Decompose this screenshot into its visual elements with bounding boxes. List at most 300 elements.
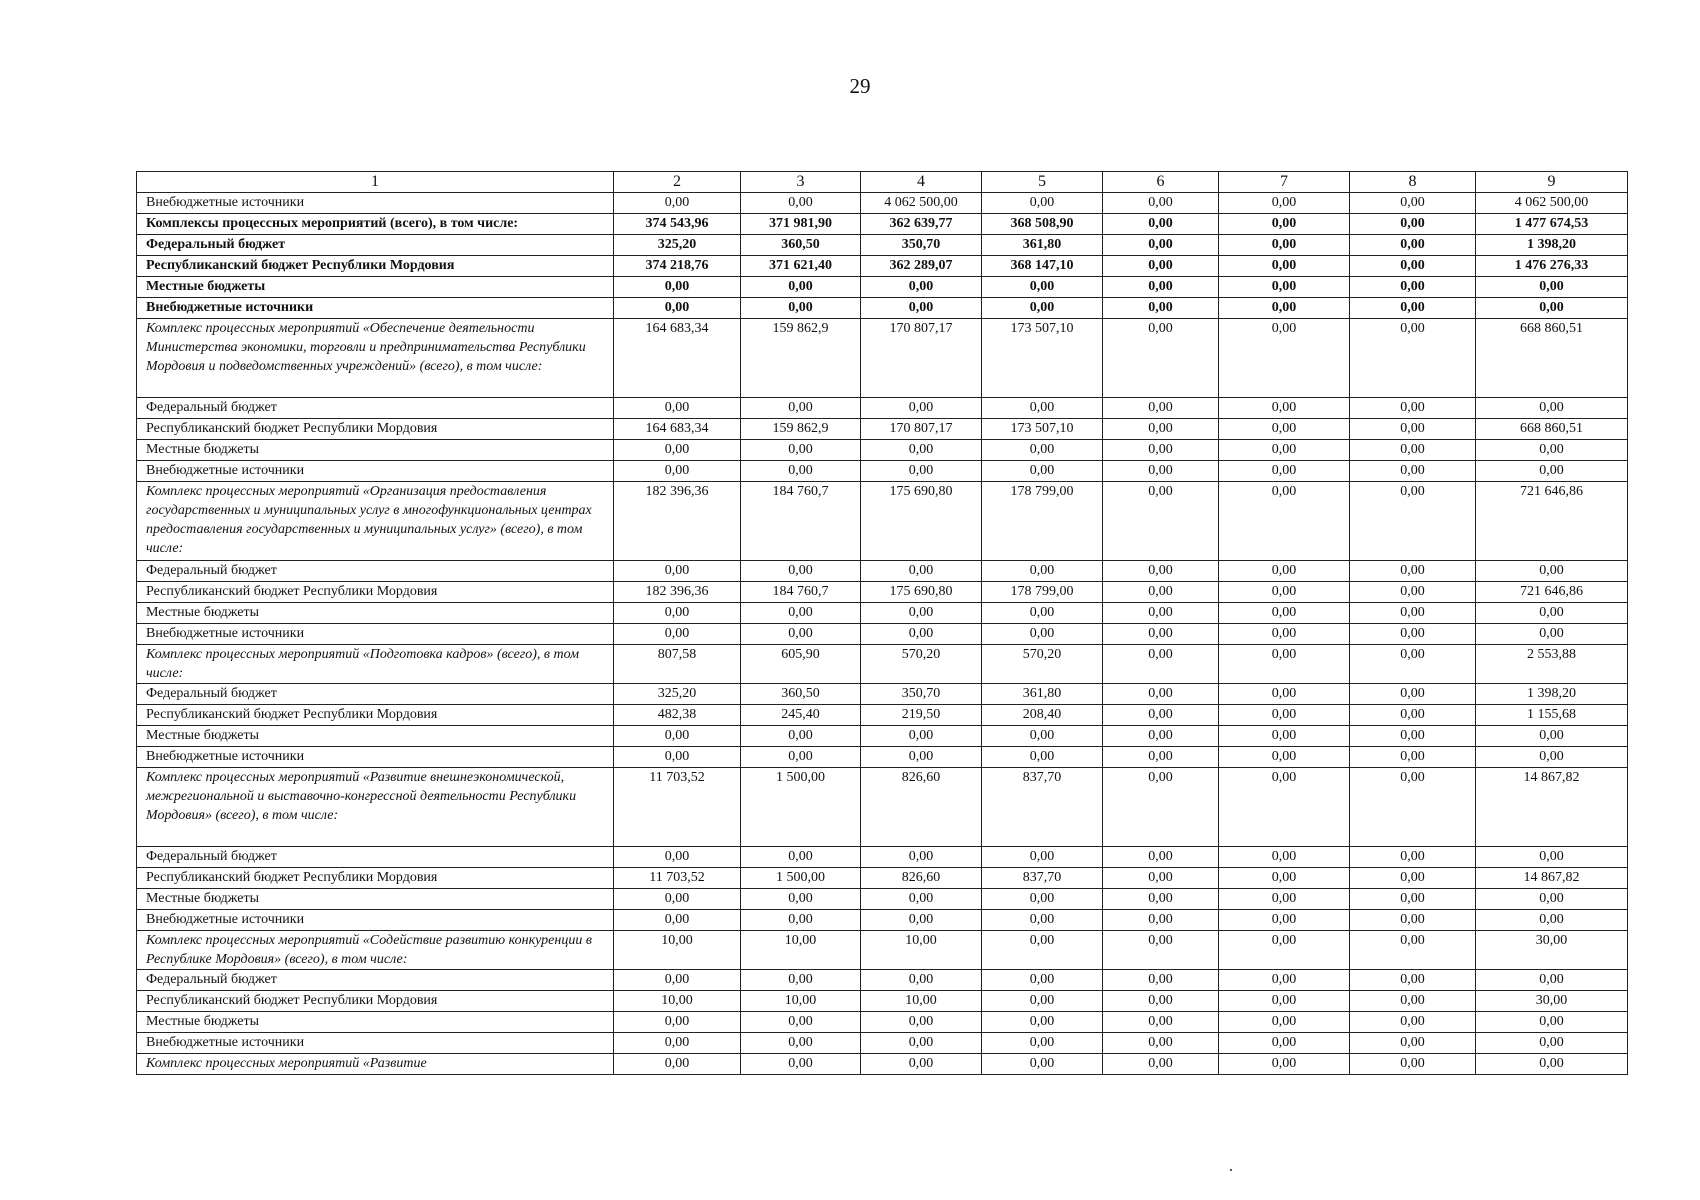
value-cell: 1 476 276,33 (1476, 256, 1628, 277)
row-label: Внебюджетные источники (137, 747, 614, 768)
row-label: Внебюджетные источники (137, 461, 614, 482)
table-row (137, 235, 1628, 256)
value-cell: 10,00 (614, 991, 741, 1012)
value-cell: 0,00 (741, 461, 861, 482)
value-cell: 0,00 (1103, 561, 1219, 582)
value-cell: 0,00 (614, 970, 741, 991)
value-cell: 368 508,90 (982, 214, 1103, 235)
value-cell: 0,00 (614, 624, 741, 645)
value-cell: 0,00 (982, 1054, 1103, 1075)
row-label: Республиканский бюджет Республики Мордовия (137, 991, 614, 1012)
table-row (137, 889, 1628, 910)
value-cell: 0,00 (1219, 910, 1350, 931)
value-cell: 0,00 (1350, 889, 1476, 910)
value-cell: 826,60 (861, 768, 982, 847)
value-cell: 0,00 (1103, 603, 1219, 624)
value-cell: 0,00 (1350, 419, 1476, 440)
table-row (137, 684, 1628, 705)
value-cell: 0,00 (1219, 991, 1350, 1012)
value-cell: 0,00 (1350, 193, 1476, 214)
value-cell: 0,00 (1219, 624, 1350, 645)
value-cell: 0,00 (861, 847, 982, 868)
table-row (137, 705, 1628, 726)
value-cell: 0,00 (1476, 398, 1628, 419)
value-cell: 374 218,76 (614, 256, 741, 277)
value-cell: 361,80 (982, 235, 1103, 256)
table-row (137, 910, 1628, 931)
value-cell: 0,00 (1350, 970, 1476, 991)
value-cell: 219,50 (861, 705, 982, 726)
value-cell: 30,00 (1476, 931, 1628, 970)
value-cell: 0,00 (861, 624, 982, 645)
value-cell: 0,00 (861, 1054, 982, 1075)
value-cell: 0,00 (982, 931, 1103, 970)
value-cell: 0,00 (1219, 847, 1350, 868)
value-cell: 0,00 (1219, 482, 1350, 561)
column-header: 2 (614, 172, 741, 193)
row-label: Республиканский бюджет Республики Мордовия (137, 582, 614, 603)
value-cell: 0,00 (1476, 726, 1628, 747)
value-cell: 0,00 (741, 624, 861, 645)
value-cell: 0,00 (741, 561, 861, 582)
value-cell: 0,00 (1219, 298, 1350, 319)
value-cell: 0,00 (1219, 440, 1350, 461)
value-cell: 0,00 (982, 970, 1103, 991)
column-header: 1 (137, 172, 614, 193)
value-cell: 570,20 (861, 645, 982, 684)
row-label: Комплекс процессных мероприятий «Подготовка кадров» (всего), в том числе: (137, 645, 614, 684)
value-cell: 0,00 (1103, 235, 1219, 256)
value-cell: 173 507,10 (982, 319, 1103, 398)
value-cell: 0,00 (982, 603, 1103, 624)
table-row (137, 1012, 1628, 1033)
value-cell: 0,00 (861, 889, 982, 910)
table-row (137, 624, 1628, 645)
value-cell: 0,00 (1476, 1033, 1628, 1054)
value-cell: 0,00 (1350, 1012, 1476, 1033)
value-cell: 0,00 (982, 398, 1103, 419)
value-cell: 0,00 (741, 970, 861, 991)
table-row (137, 868, 1628, 889)
column-header: 8 (1350, 172, 1476, 193)
row-label: Местные бюджеты (137, 1012, 614, 1033)
value-cell: 0,00 (614, 561, 741, 582)
value-cell: 170 807,17 (861, 319, 982, 398)
value-cell: 0,00 (1476, 889, 1628, 910)
value-cell: 175 690,80 (861, 482, 982, 561)
value-cell: 0,00 (741, 603, 861, 624)
value-cell: 0,00 (1219, 319, 1350, 398)
row-label: Внебюджетные источники (137, 910, 614, 931)
value-cell: 0,00 (1350, 482, 1476, 561)
value-cell: 0,00 (1219, 970, 1350, 991)
table-row (137, 603, 1628, 624)
table-body (137, 172, 1628, 1075)
value-cell: 0,00 (614, 1012, 741, 1033)
value-cell: 0,00 (741, 193, 861, 214)
value-cell: 0,00 (741, 889, 861, 910)
table-row (137, 398, 1628, 419)
value-cell: 11 703,52 (614, 868, 741, 889)
value-cell: 0,00 (1103, 768, 1219, 847)
column-header: 5 (982, 172, 1103, 193)
row-label: Внебюджетные источники (137, 193, 614, 214)
row-label: Республиканский бюджет Республики Мордовия (137, 256, 614, 277)
value-cell: 0,00 (1350, 645, 1476, 684)
value-cell: 362 289,07 (861, 256, 982, 277)
group-row (137, 1054, 1628, 1075)
value-cell: 0,00 (1350, 624, 1476, 645)
table-row (137, 991, 1628, 1012)
table-row (137, 193, 1628, 214)
value-cell: 0,00 (1219, 868, 1350, 889)
row-label: Комплекс процессных мероприятий «Развитие (137, 1054, 614, 1075)
value-cell: 0,00 (982, 726, 1103, 747)
value-cell: 0,00 (861, 298, 982, 319)
value-cell: 826,60 (861, 868, 982, 889)
value-cell: 0,00 (1103, 482, 1219, 561)
column-header: 9 (1476, 172, 1628, 193)
value-cell: 10,00 (614, 931, 741, 970)
value-cell: 0,00 (1350, 705, 1476, 726)
value-cell: 0,00 (1476, 1012, 1628, 1033)
value-cell: 0,00 (1103, 419, 1219, 440)
table-row (137, 256, 1628, 277)
row-label: Федеральный бюджет (137, 561, 614, 582)
value-cell: 482,38 (614, 705, 741, 726)
value-cell: 0,00 (741, 726, 861, 747)
value-cell: 0,00 (982, 277, 1103, 298)
value-cell: 0,00 (1476, 603, 1628, 624)
value-cell: 184 760,7 (741, 482, 861, 561)
value-cell: 0,00 (1103, 1054, 1219, 1075)
value-cell: 0,00 (1103, 398, 1219, 419)
value-cell: 350,70 (861, 235, 982, 256)
table-row (137, 582, 1628, 603)
value-cell: 14 867,82 (1476, 868, 1628, 889)
table-row (137, 419, 1628, 440)
value-cell: 0,00 (1103, 684, 1219, 705)
row-label: Местные бюджеты (137, 603, 614, 624)
value-cell: 0,00 (1350, 910, 1476, 931)
value-cell: 178 799,00 (982, 482, 1103, 561)
value-cell: 0,00 (1219, 747, 1350, 768)
column-header: 6 (1103, 172, 1219, 193)
column-header: 7 (1219, 172, 1350, 193)
value-cell: 0,00 (1103, 440, 1219, 461)
value-cell: 0,00 (614, 747, 741, 768)
value-cell: 0,00 (1103, 726, 1219, 747)
row-label: Местные бюджеты (137, 440, 614, 461)
value-cell: 0,00 (1476, 440, 1628, 461)
value-cell: 350,70 (861, 684, 982, 705)
value-cell: 0,00 (614, 277, 741, 298)
value-cell: 0,00 (614, 461, 741, 482)
value-cell: 360,50 (741, 235, 861, 256)
row-label: Федеральный бюджет (137, 970, 614, 991)
row-label: Федеральный бюджет (137, 847, 614, 868)
value-cell: 0,00 (1103, 868, 1219, 889)
value-cell: 0,00 (861, 561, 982, 582)
value-cell: 0,00 (1103, 705, 1219, 726)
value-cell: 0,00 (1476, 561, 1628, 582)
value-cell: 0,00 (614, 193, 741, 214)
value-cell: 0,00 (1350, 684, 1476, 705)
table-row (137, 440, 1628, 461)
table-row (137, 726, 1628, 747)
value-cell: 0,00 (861, 1012, 982, 1033)
table-row (137, 970, 1628, 991)
row-label: Комплекс процессных мероприятий «Содействие развитию конкуренции в Республике Мордовия» (всего), в том числе: (137, 931, 614, 970)
row-label: Комплекс процессных мероприятий «Развитие внешнеэкономической, межрегиональной и выставочно-конгрессной деятельности Республики Мордовия» (всего), в том числе: (137, 768, 614, 847)
value-cell: 10,00 (861, 991, 982, 1012)
row-label: Внебюджетные источники (137, 1033, 614, 1054)
value-cell: 0,00 (1350, 726, 1476, 747)
value-cell: 0,00 (1103, 970, 1219, 991)
value-cell: 0,00 (1350, 298, 1476, 319)
row-label: Местные бюджеты (137, 277, 614, 298)
value-cell: 0,00 (1476, 624, 1628, 645)
group-row (137, 319, 1628, 398)
value-cell: 0,00 (741, 1054, 861, 1075)
value-cell: 325,20 (614, 235, 741, 256)
row-label: Местные бюджеты (137, 889, 614, 910)
value-cell: 184 760,7 (741, 582, 861, 603)
value-cell: 182 396,36 (614, 482, 741, 561)
row-label: Местные бюджеты (137, 726, 614, 747)
group-row (137, 645, 1628, 684)
value-cell: 371 621,40 (741, 256, 861, 277)
value-cell: 10,00 (861, 931, 982, 970)
value-cell: 30,00 (1476, 991, 1628, 1012)
group-row (137, 768, 1628, 847)
value-cell: 807,58 (614, 645, 741, 684)
value-cell: 1 398,20 (1476, 684, 1628, 705)
value-cell: 10,00 (741, 931, 861, 970)
value-cell: 325,20 (614, 684, 741, 705)
value-cell: 0,00 (982, 461, 1103, 482)
value-cell: 0,00 (982, 910, 1103, 931)
value-cell: 0,00 (1219, 235, 1350, 256)
value-cell: 0,00 (1219, 889, 1350, 910)
value-cell: 0,00 (1103, 991, 1219, 1012)
value-cell: 0,00 (1219, 726, 1350, 747)
value-cell: 0,00 (741, 277, 861, 298)
page-number: 29 (849, 74, 871, 98)
value-cell: 0,00 (1350, 603, 1476, 624)
value-cell: 0,00 (982, 889, 1103, 910)
value-cell: 0,00 (861, 277, 982, 298)
row-label: Внебюджетные источники (137, 624, 614, 645)
value-cell: 0,00 (1103, 1033, 1219, 1054)
value-cell: 0,00 (1103, 645, 1219, 684)
value-cell: 371 981,90 (741, 214, 861, 235)
value-cell: 170 807,17 (861, 419, 982, 440)
value-cell: 0,00 (614, 603, 741, 624)
value-cell: 4 062 500,00 (861, 193, 982, 214)
value-cell: 178 799,00 (982, 582, 1103, 603)
value-cell: 0,00 (982, 991, 1103, 1012)
value-cell: 0,00 (614, 910, 741, 931)
value-cell: 0,00 (741, 398, 861, 419)
scan-speck (1230, 1169, 1232, 1171)
value-cell: 0,00 (861, 726, 982, 747)
value-cell: 0,00 (1350, 235, 1476, 256)
value-cell: 0,00 (861, 440, 982, 461)
budget-table (136, 171, 1628, 1075)
value-cell: 175 690,80 (861, 582, 982, 603)
value-cell: 0,00 (1219, 256, 1350, 277)
value-cell: 0,00 (861, 461, 982, 482)
value-cell: 0,00 (1103, 193, 1219, 214)
value-cell: 0,00 (1219, 561, 1350, 582)
value-cell: 0,00 (1219, 768, 1350, 847)
value-cell: 0,00 (1219, 603, 1350, 624)
table-row (137, 461, 1628, 482)
value-cell: 0,00 (1350, 582, 1476, 603)
value-cell: 0,00 (1350, 461, 1476, 482)
value-cell: 0,00 (1219, 705, 1350, 726)
value-cell: 0,00 (1103, 747, 1219, 768)
value-cell: 0,00 (982, 561, 1103, 582)
value-cell: 0,00 (614, 440, 741, 461)
value-cell: 182 396,36 (614, 582, 741, 603)
value-cell: 0,00 (741, 1012, 861, 1033)
value-cell: 0,00 (1476, 970, 1628, 991)
value-cell: 208,40 (982, 705, 1103, 726)
value-cell: 0,00 (1476, 910, 1628, 931)
value-cell: 0,00 (1350, 768, 1476, 847)
value-cell: 837,70 (982, 868, 1103, 889)
row-label: Республиканский бюджет Республики Мордовия (137, 868, 614, 889)
value-cell: 360,50 (741, 684, 861, 705)
value-cell: 0,00 (1350, 214, 1476, 235)
table-row (137, 747, 1628, 768)
value-cell: 0,00 (1219, 277, 1350, 298)
value-cell: 0,00 (1476, 277, 1628, 298)
value-cell: 0,00 (1103, 582, 1219, 603)
value-cell: 0,00 (1350, 256, 1476, 277)
value-cell: 0,00 (741, 847, 861, 868)
value-cell: 362 639,77 (861, 214, 982, 235)
row-label: Комплексы процессных мероприятий (всего), в том числе: (137, 214, 614, 235)
value-cell: 837,70 (982, 768, 1103, 847)
value-cell: 173 507,10 (982, 419, 1103, 440)
value-cell: 0,00 (614, 298, 741, 319)
value-cell: 164 683,34 (614, 419, 741, 440)
value-cell: 0,00 (982, 1033, 1103, 1054)
value-cell: 0,00 (1350, 868, 1476, 889)
value-cell: 164 683,34 (614, 319, 741, 398)
row-label: Республиканский бюджет Республики Мордовия (137, 705, 614, 726)
value-cell: 0,00 (982, 193, 1103, 214)
value-cell: 0,00 (1476, 747, 1628, 768)
value-cell: 721 646,86 (1476, 582, 1628, 603)
value-cell: 0,00 (1103, 298, 1219, 319)
value-cell: 0,00 (1350, 1054, 1476, 1075)
value-cell: 0,00 (1476, 1054, 1628, 1075)
value-cell: 1 477 674,53 (1476, 214, 1628, 235)
table-row (137, 1033, 1628, 1054)
value-cell: 0,00 (1103, 277, 1219, 298)
value-cell: 0,00 (614, 1054, 741, 1075)
value-cell: 0,00 (1476, 461, 1628, 482)
value-cell: 0,00 (1219, 1012, 1350, 1033)
value-cell: 1 155,68 (1476, 705, 1628, 726)
value-cell: 668 860,51 (1476, 319, 1628, 398)
value-cell: 0,00 (1103, 624, 1219, 645)
value-cell: 0,00 (1103, 256, 1219, 277)
value-cell: 0,00 (1103, 847, 1219, 868)
table-row (137, 561, 1628, 582)
value-cell: 0,00 (614, 889, 741, 910)
value-cell: 0,00 (1103, 214, 1219, 235)
value-cell: 159 862,9 (741, 419, 861, 440)
value-cell: 4 062 500,00 (1476, 193, 1628, 214)
row-label: Федеральный бюджет (137, 684, 614, 705)
value-cell: 0,00 (1219, 582, 1350, 603)
value-cell: 0,00 (1350, 991, 1476, 1012)
row-label: Комплекс процессных мероприятий «Обеспечение деятельности Министерства экономики, торговли и предпринимательства Республики Мордовия и подведомственных учреждений» (всего), в том числе: (137, 319, 614, 398)
table-row (137, 847, 1628, 868)
value-cell: 0,00 (982, 440, 1103, 461)
value-cell: 1 500,00 (741, 868, 861, 889)
value-cell: 0,00 (614, 847, 741, 868)
table-row (137, 298, 1628, 319)
value-cell: 245,40 (741, 705, 861, 726)
table-row (137, 277, 1628, 298)
value-cell: 0,00 (741, 747, 861, 768)
value-cell: 0,00 (861, 603, 982, 624)
value-cell: 0,00 (1103, 931, 1219, 970)
column-header: 3 (741, 172, 861, 193)
value-cell: 668 860,51 (1476, 419, 1628, 440)
value-cell: 0,00 (1219, 419, 1350, 440)
value-cell: 0,00 (1219, 931, 1350, 970)
value-cell: 0,00 (1219, 1033, 1350, 1054)
value-cell: 0,00 (1219, 193, 1350, 214)
group-row (137, 931, 1628, 970)
value-cell: 0,00 (982, 624, 1103, 645)
value-cell: 0,00 (1350, 277, 1476, 298)
value-cell: 374 543,96 (614, 214, 741, 235)
value-cell: 0,00 (741, 1033, 861, 1054)
value-cell: 0,00 (861, 970, 982, 991)
column-header: 4 (861, 172, 982, 193)
value-cell: 10,00 (741, 991, 861, 1012)
header-row (137, 172, 1628, 193)
row-label: Внебюджетные источники (137, 298, 614, 319)
value-cell: 0,00 (861, 747, 982, 768)
value-cell: 0,00 (1350, 561, 1476, 582)
value-cell: 0,00 (741, 910, 861, 931)
value-cell: 0,00 (1350, 747, 1476, 768)
value-cell: 0,00 (982, 298, 1103, 319)
value-cell: 0,00 (1350, 319, 1476, 398)
value-cell: 0,00 (1103, 889, 1219, 910)
value-cell: 0,00 (1350, 847, 1476, 868)
value-cell: 721 646,86 (1476, 482, 1628, 561)
value-cell: 0,00 (1219, 461, 1350, 482)
value-cell: 0,00 (614, 398, 741, 419)
value-cell: 605,90 (741, 645, 861, 684)
value-cell: 0,00 (1219, 1054, 1350, 1075)
value-cell: 0,00 (982, 847, 1103, 868)
value-cell: 0,00 (982, 1012, 1103, 1033)
value-cell: 0,00 (861, 910, 982, 931)
row-label: Комплекс процессных мероприятий «Организация предоставления государственных и муниципальных услуг в многофункциональных центрах предоставления государственных и муниципальных услуг» (всего), в том числе: (137, 482, 614, 561)
value-cell: 0,00 (614, 1033, 741, 1054)
